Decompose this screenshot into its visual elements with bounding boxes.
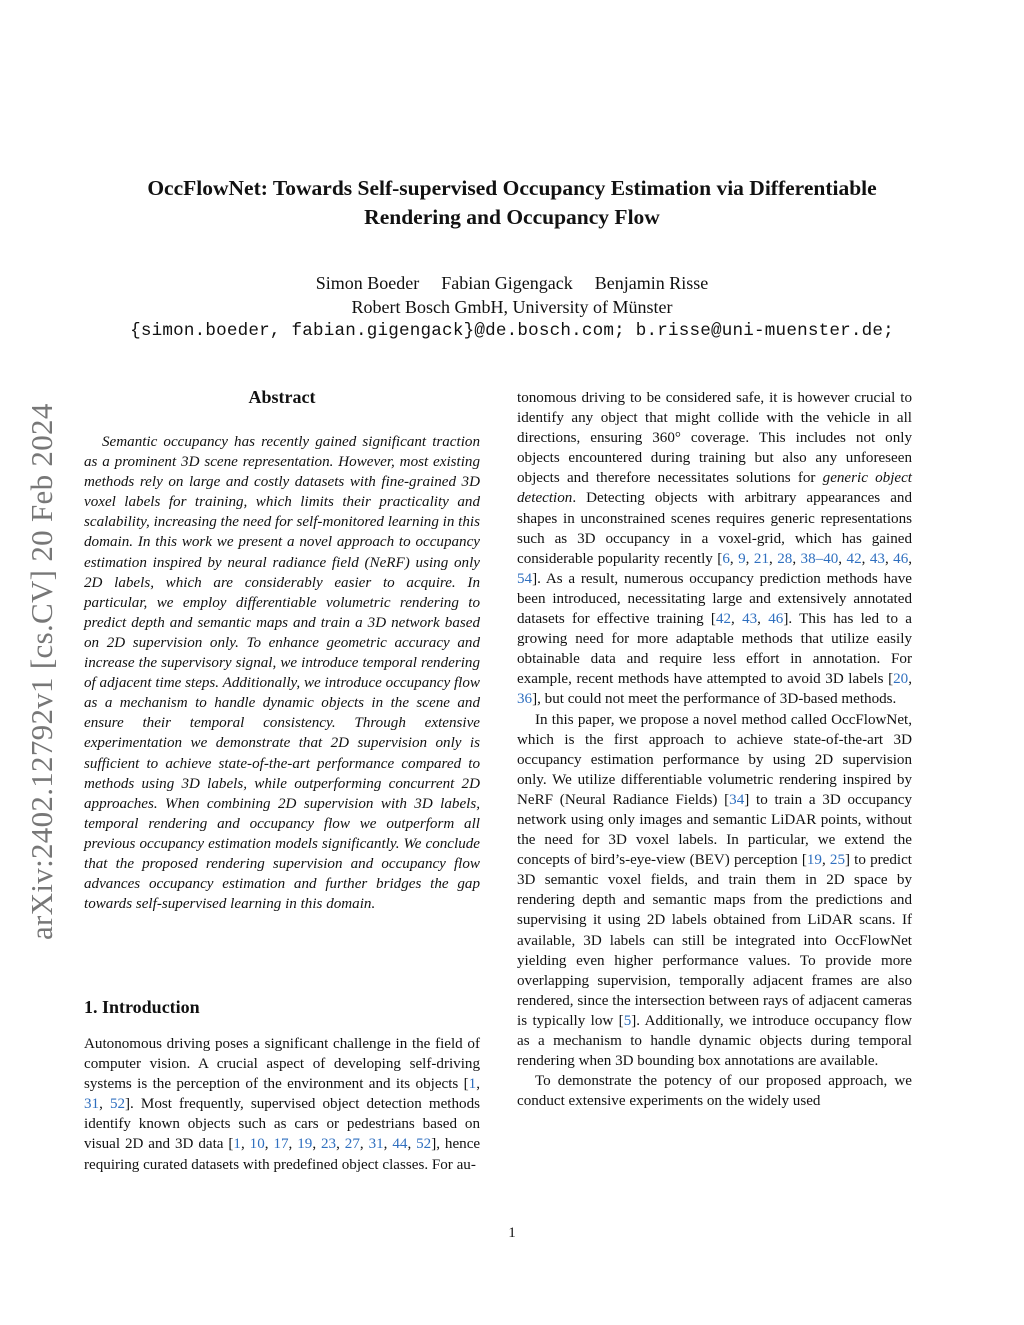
citation-link[interactable]: 19 [297, 1136, 313, 1153]
paragraph: In this paper, we propose a novel method called OccFlowNet, which is the first approach to achieve state-of-the-art 3D occupancy estimation performance by using 2D supervision only. We utilize differentiable volumetric rendering inspired by NeRF (Neural Radiance Fields) [34] to train a 3D occupancy network using only images and semantic LiDAR points, without the need for 3D voxel labels. In particular, we extend the concepts of bird’s-eye-view (BEV) perception [19, 25] to predict 3D semantic voxel fields, and train them in 2D space by rendering depth and semantic maps from the predictions and supervising it using 2D labels obtained from LiDAR scans. If available, 3D labels can still be integrated into OccFlowNet yielding even higher performance values. To provide more overlapping supervision, temporally adjacent frames are also rendered, since the intersection between rays of adjacent cameras is typically low [5]. Additionally, we introduce occupancy flow as a mechanism to handle dynamic objects during temporal rendering when 3D bounding box annotations are available. [517, 711, 912, 1070]
citation-link[interactable]: 46 [768, 611, 784, 628]
text-run: . Detecting objects with arbitrary appearances and shapes in unconstrained scenes requires generic representations such as 3D occupancy in a voxel-grid, which has gained considerable popularity recently [ [517, 490, 912, 567]
text-run: ], but could not meet the performance of 3D-based methods. [532, 691, 897, 708]
citation-link[interactable]: 34 [729, 791, 745, 808]
text-run: tonomous driving to be considered safe, it is however crucial to identify any object that might collide with the vehicle in all directions, ensuring 360° coverage. This includes not only objects encountered during training but also any unforeseen objects and therefore necessitates solutions for [517, 390, 912, 487]
page-number: 1 [508, 1225, 516, 1241]
author-name: Simon Boeder [315, 273, 420, 293]
citation-link[interactable]: 52 [109, 1096, 126, 1113]
right-column [517, 388, 912, 1111]
text-run: ], hence requiring curated datasets with predefined object classes. For au- [84, 1136, 481, 1173]
citation-link[interactable]: 38–40 [800, 550, 839, 567]
citation-link[interactable]: 31 [368, 1136, 384, 1153]
citation-link[interactable]: 28 [777, 550, 793, 567]
text-run: In this paper, we propose a novel method called OccFlowNet, which is the first approach to achieve state-of-the-art 3D occupancy estimation performance by using 2D supervision only. We utilize differentiable volumetric rendering inspired by NeRF (Neural Radiance Fields) [ [517, 711, 912, 808]
citation-link[interactable]: 54 [517, 570, 533, 587]
citation-link[interactable]: 23 [321, 1136, 337, 1153]
emphasis: generic object detection [517, 470, 912, 507]
abstract-text: Semantic occupancy has recently gained significant traction as a prominent 3D scene representation. However, most existing methods rely on large and costly datasets with fine-grained 3D voxel labels for training, which limits their practicality and scalability, increasing the need for self-monitored learning in this domain. In this work we present a novel approach to occupancy estimation inspired by neural radiance field (NeRF) using only 2D labels, which are considerably easier to acquire. In particular, we employ differentiable volumetric rendering to predict depth and semantic maps and train a 3D network based on 2D supervision only. To enhance geometric accuracy and increase the supervisory signal, we introduce temporal rendering of adjacent time steps. Additionally, we introduce occupancy flow as a mechanism to handle dynamic objects in the scene and ensure their temporal consistency. Through extensive experimentation we demonstrate that 2D supervision only is sufficient to achieve state-of-the-art performance compared to methods using 3D labels, while outperforming concurrent 2D approaches. When combining 2D supervision with 3D labels, temporal rendering and occupancy flow we outperform all previous occupancy estimation models significantly. We conclude that the proposed rendering supervision and occupancy flow advances occupancy estimation and further bridges the gap towards self-supervised learning in this domain. [84, 434, 480, 913]
section-heading-introduction: 1. Introduction [84, 997, 200, 1017]
text-run: ]. Additionally, we introduce occupancy flow as a mechanism to handle dynamic objects during temporal rendering when 3D bounding box annotations are available. [517, 1012, 912, 1070]
citation-link[interactable]: 44 [392, 1136, 408, 1153]
text-run: Autonomous driving poses a significant challenge in the field of computer vision. A crucial aspect of developing self-driving systems is the perception of the environment and its objects [ [84, 1036, 480, 1093]
citation-link[interactable]: 52 [416, 1136, 432, 1153]
paragraph: To demonstrate the potency of our proposed approach, we conduct extensive experiments on the widely used [517, 1073, 912, 1110]
citation-link[interactable]: 5 [623, 1012, 632, 1029]
text-run: ]. This has led to a growing need for more adaptable methods that utilize easily obtainable data and require less effort in annotation. For example, recent methods have attempted to avoid 3D labels [ [517, 611, 913, 688]
arxiv-stamp: arXiv:2402.12792v1 [cs.CV] 20 Feb 2024 [24, 403, 59, 940]
citation-link[interactable]: 25 [829, 852, 845, 869]
citation-link[interactable]: 10 [249, 1136, 265, 1153]
introduction-left-column [84, 1034, 480, 1175]
paper-title [60, 174, 964, 232]
author-emails: {simon.boeder, fabian.gigengack}@de.bosch.com; b.risse@uni-muenster.de; [130, 321, 894, 341]
author-block [0, 271, 1024, 343]
author-names [0, 271, 1024, 295]
citation-link[interactable]: 46 [893, 550, 909, 567]
citation-link[interactable]: 31 [84, 1096, 100, 1113]
citation-link[interactable]: 27 [344, 1136, 360, 1153]
text-run: ] to train a 3D occupancy network using only images and semantic LiDAR points, without the need for 3D voxel labels. In particular, we extend the concepts of bird’s-eye-view (BEV) perception [ [517, 791, 912, 869]
text-run: ]. Most frequently, supervised object detection methods identify known objects such as cars or pedestrians based on visual 2D and 3D data [ [84, 1096, 480, 1153]
citation-link[interactable]: 43 [869, 550, 885, 567]
author-name: Fabian Gigengack [441, 273, 573, 293]
author-name: Benjamin Risse [594, 273, 709, 293]
paragraph: Autonomous driving poses a significant challenge in the field of computer vision. A crucial aspect of developing self-driving systems is the perception of the environment and its objects [1, 31, 52]. Most frequently, supervised object detection methods identify known objects such as cars or pedestrians based on visual 2D and 3D data [1, 10, 17, 19, 23, 27, 31, 44, 52], hence requiring curated datasets with predefined object classes. For au- [84, 1036, 481, 1173]
citation-link[interactable]: 17 [273, 1136, 289, 1153]
text-run: ] to predict 3D semantic voxel fields, and train them in 2D space by rendering depth and semantic maps from the predictions and supervising it using 2D labels obtained from LiDAR scans. If available, 3D labels can still be integrated into OccFlowNet yielding even higher performance values. To provide more overlapping supervision, temporally adjacent frames are also rendered, since the intersection between rays of adjacent cameras is typically low [ [517, 852, 912, 1029]
citation-link[interactable]: 42 [715, 611, 732, 628]
citation-link[interactable]: 43 [742, 611, 758, 628]
citation-link[interactable]: 21 [753, 550, 769, 567]
citation-link[interactable]: 1 [468, 1076, 477, 1093]
citation-link[interactable]: 1 [233, 1136, 241, 1153]
citation-link[interactable]: 42 [846, 550, 862, 567]
paragraph: tonomous driving to be considered safe, it is however crucial to identify any object that might collide with the vehicle in all directions, ensuring 360° coverage. This includes not only objects encountered during training but also any unforeseen objects and therefore necessitates solutions for generic object detection. Detecting objects with arbitrary appearances and shapes in unconstrained scenes requires generic representations such as 3D occupancy in a voxel-grid, which has gained considerable popularity recently [6, 9, 21, 28, 38–40, 42, 43, 46, 54]. As a result, numerous occupancy prediction methods have been introduced, necessitating large and extensively annotated datasets for effective training [42, 43, 46]. This has led to a growing need for more adaptable methods that utilize easily obtainable data and require less effort in annotation. For example, recent methods have attempted to avoid 3D labels [20, 36], but could not meet the performance of 3D-based methods. [517, 390, 913, 708]
citation-link[interactable]: 19 [806, 852, 822, 869]
affiliation: Robert Bosch GmbH, University of Münster [351, 297, 673, 317]
abstract-body [84, 432, 480, 914]
citation-link[interactable]: 6 [722, 550, 730, 567]
citation-link[interactable]: 36 [517, 691, 533, 708]
text-run: ]. As a result, numerous occupancy prediction methods have been introduced, necessitating large and extensively annotated datasets for effective training [ [517, 570, 912, 628]
citation-link[interactable]: 20 [893, 671, 909, 688]
title-line-1: OccFlowNet: Towards Self-supervised Occupancy Estimation via Differentiable [147, 176, 877, 200]
abstract-heading: Abstract [248, 387, 316, 407]
title-line-2: Rendering and Occupancy Flow [364, 205, 660, 229]
citation-link[interactable]: 9 [738, 550, 746, 567]
